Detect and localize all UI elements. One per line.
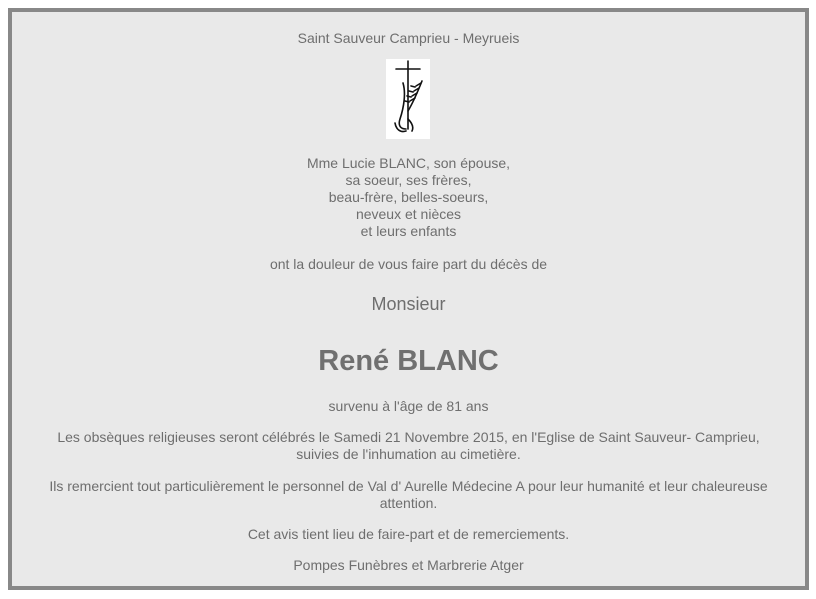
undertaker-name: Pompes Funèbres et Marbrerie Atger — [293, 557, 524, 573]
family-line-1: Mme Lucie BLANC, son épouse, — [306, 155, 511, 171]
deceased-name: René BLANC — [318, 345, 499, 377]
deceased-age: survenu à l'âge de 81 ans — [328, 398, 489, 414]
family-line-3: beau-frère, belles-soeurs, — [328, 189, 489, 205]
funeral-line-1: Les obsèques religieuses seront célébrés le Samedi 21 Novembre 2015, en l'Eglise de Saint Sauveur- Camprieu, — [57, 429, 760, 445]
family-line-4: neveux et nièces — [355, 206, 462, 222]
cross-wheat-icon — [386, 59, 430, 139]
notice-place: Saint Sauveur Camprieu - Meyrueis — [297, 30, 520, 46]
thanks-line-2: attention. — [379, 495, 438, 511]
closing-note: Cet avis tient lieu de faire-part et de remerciements. — [247, 526, 570, 542]
funeral-line-2: suivies de l'inhumation au cimetière. — [296, 446, 521, 462]
family-line-2: sa soeur, ses frères, — [345, 172, 472, 188]
deceased-title: Monsieur — [371, 294, 446, 314]
family-line-5: et leurs enfants — [360, 223, 457, 239]
funeral-details — [12, 429, 805, 463]
thanks-line-1: Ils remercient tout particulièrement le personnel de Val d' Aurelle Médecine A pour leur humanité et leur chaleureuse — [49, 478, 768, 494]
thanks-message — [12, 478, 805, 512]
family-list — [12, 155, 805, 240]
obituary-notice — [8, 8, 809, 590]
notice-intro: ont la douleur de vous faire part du décès de — [269, 256, 548, 272]
